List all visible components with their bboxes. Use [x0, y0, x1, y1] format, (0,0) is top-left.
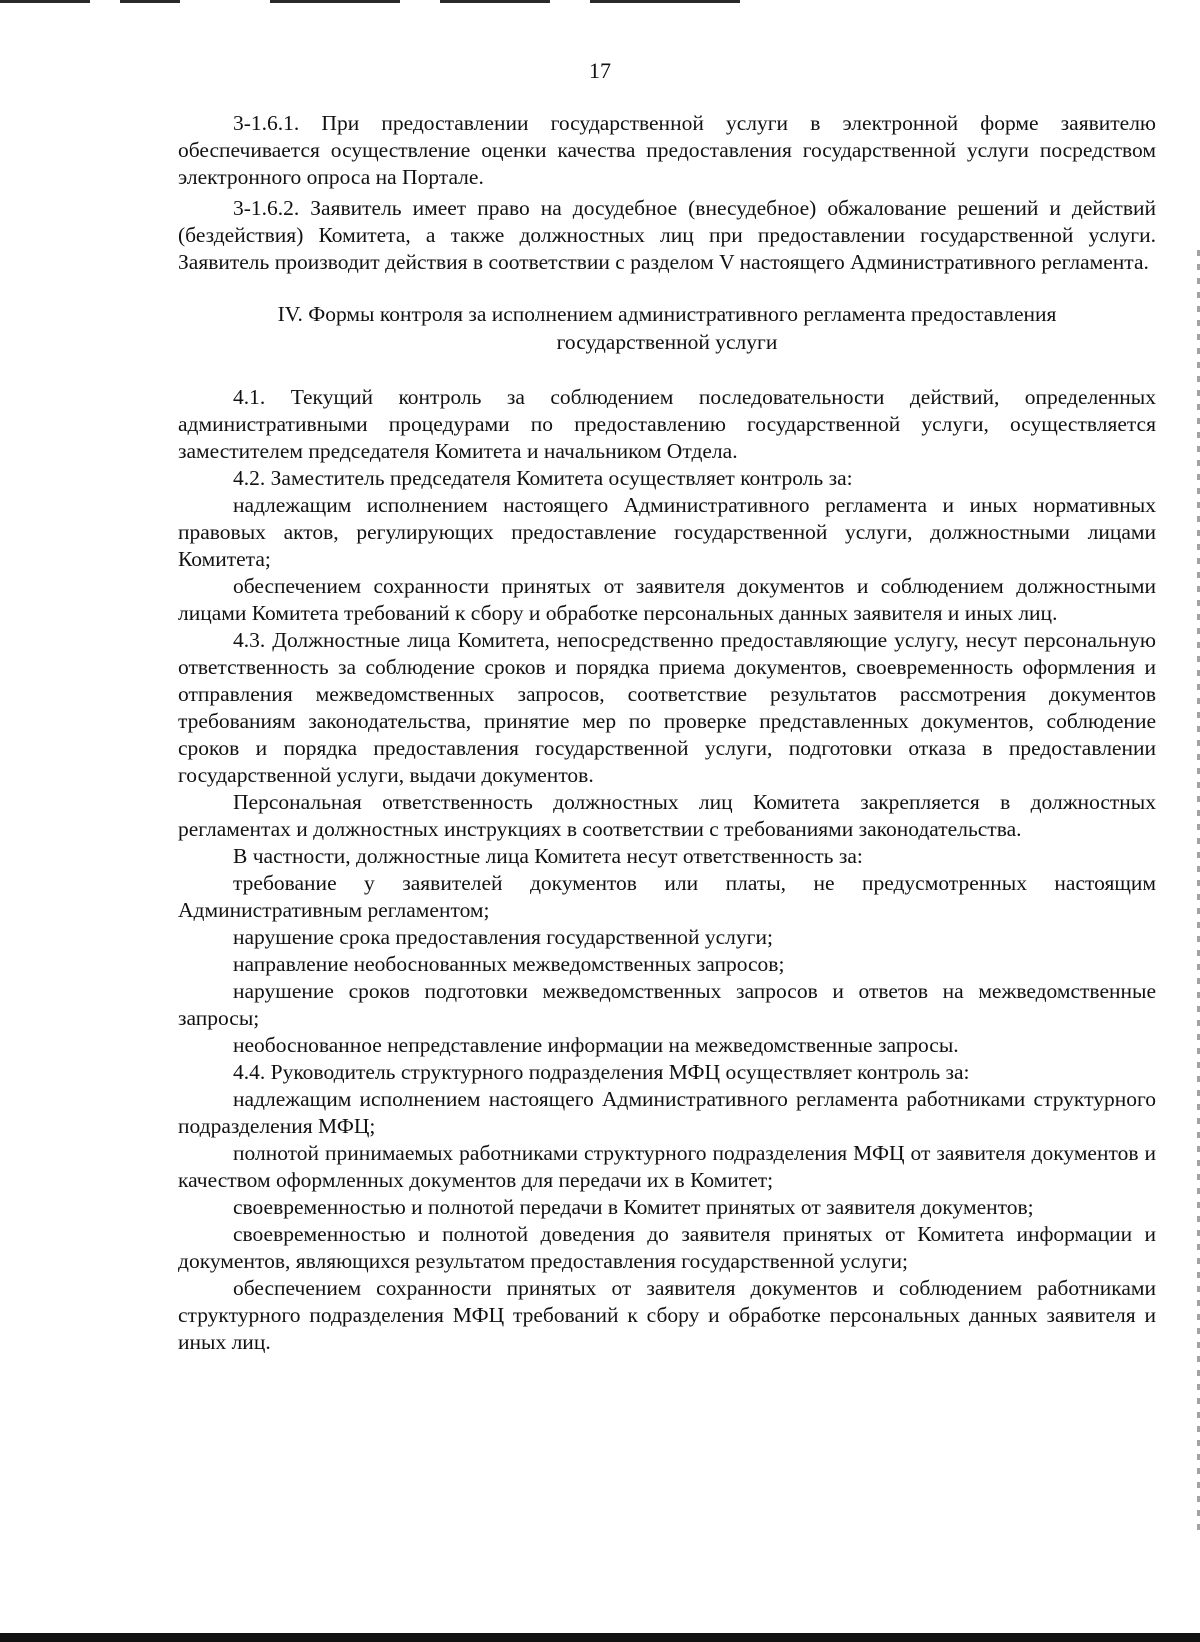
section-title [178, 300, 1156, 356]
paragraph-3-1-6-1: 3-1.6.1. При предоставлении государственной услуги в электронной форме заявителю обеспечивается осуществление оценки качества предоставления государственной услуги посредством электронного опроса на Портале. [178, 111, 1156, 189]
paragraph-3-1-6-2: 3-1.6.2. Заявитель имеет право на досудебное (внесудебное) обжалование решений и действий (бездействия) Комитета, а также должностных лиц при предоставлении государственной услуги. Заявитель производит действия в соответствии с разделом V настоящего Административного регламента. [178, 196, 1156, 274]
paragraph-4-3: 4.3. Должностные лица Комитета, непосредственно предоставляющие услугу, несут персональную ответственность за соблюдение сроков и порядка приема документов, своевременность оформления и отправления межведомственных запросов, соответствие результатов рассмотрения документов требованиям законодательства, принятие мер по проверке представленных документов, соблюдение сроков и порядка предоставления государственной услуги, подготовки отказа в предоставлении государственной услуги, выдачи документов. [178, 628, 1156, 787]
paragraph-item: своевременностью и полнотой передачи в Комитет принятых от заявителя документов; [233, 1195, 1034, 1219]
paragraph-item: обеспечением сохранности принятых от заявителя документов и соблюдением работниками структурного подразделения МФЦ требований к сбору и обработке персональных данных заявителя и иных лиц. [178, 1276, 1156, 1354]
paragraph-4-1: 4.1. Текущий контроль за соблюдением последовательности действий, определенных административными процедурами по предоставлению государственной услуги, осуществляется заместителем председателя Комитета и начальником Отдела. [178, 385, 1156, 463]
paragraph-item: надлежащим исполнением настоящего Административного регламента и иных нормативных правовых актов, регулирующих предоставление государственной услуги, должностными лицами Комитета; [178, 493, 1156, 571]
paragraph-item: нарушение сроков подготовки межведомственных запросов и ответов на межведомственные запросы; [178, 979, 1156, 1030]
paragraph-item: Персональная ответственность должностных лиц Комитета закрепляется в должностных регламентах и должностных инструкциях в соответствии с требованиями законодательства. [178, 790, 1156, 841]
scan-top-edge [0, 0, 1200, 6]
paragraph-item: надлежащим исполнением настоящего Административного регламента работниками структурного подразделения МФЦ; [178, 1087, 1156, 1138]
section-title-line-1: IV. Формы контроля за исполнением административного регламента предоставления [277, 302, 1057, 326]
paragraph-item: требование у заявителей документов или платы, не предусмотренных настоящим Административным регламентом; [178, 871, 1156, 922]
paragraph-4-4: 4.4. Руководитель структурного подразделения МФЦ осуществляет контроль за: [233, 1060, 970, 1084]
scan-bottom-edge [0, 1633, 1200, 1642]
paragraph-item: необоснованное непредставление информации на межведомственные запросы. [233, 1033, 959, 1057]
paragraph-item: В частности, должностные лица Комитета несут ответственность за: [233, 844, 863, 868]
paragraph-item: полнотой принимаемых работниками структурного подразделения МФЦ от заявителя документов и качеством оформленных документов для передачи их в Комитет; [178, 1141, 1156, 1192]
paragraph-item: обеспечением сохранности принятых от заявителя документов и соблюдением должностными лицами Комитета требований к сбору и обработке персональных данных заявителя и иных лиц. [178, 574, 1156, 625]
paragraph-4-2: 4.2. Заместитель председателя Комитета осуществляет контроль за: [233, 466, 853, 490]
paragraph-item: своевременностью и полнотой доведения до заявителя принятых от Комитета информации и документов, являющихся результатом предоставления государственной услуги; [178, 1222, 1156, 1273]
paragraph-item: нарушение срока предоставления государственной услуги; [233, 925, 773, 949]
document-body [178, 110, 1156, 1356]
paragraph-item: направление необоснованных межведомственных запросов; [233, 952, 785, 976]
section-title-line-2: государственной услуги [556, 330, 778, 354]
page-number: 17 [589, 58, 611, 83]
